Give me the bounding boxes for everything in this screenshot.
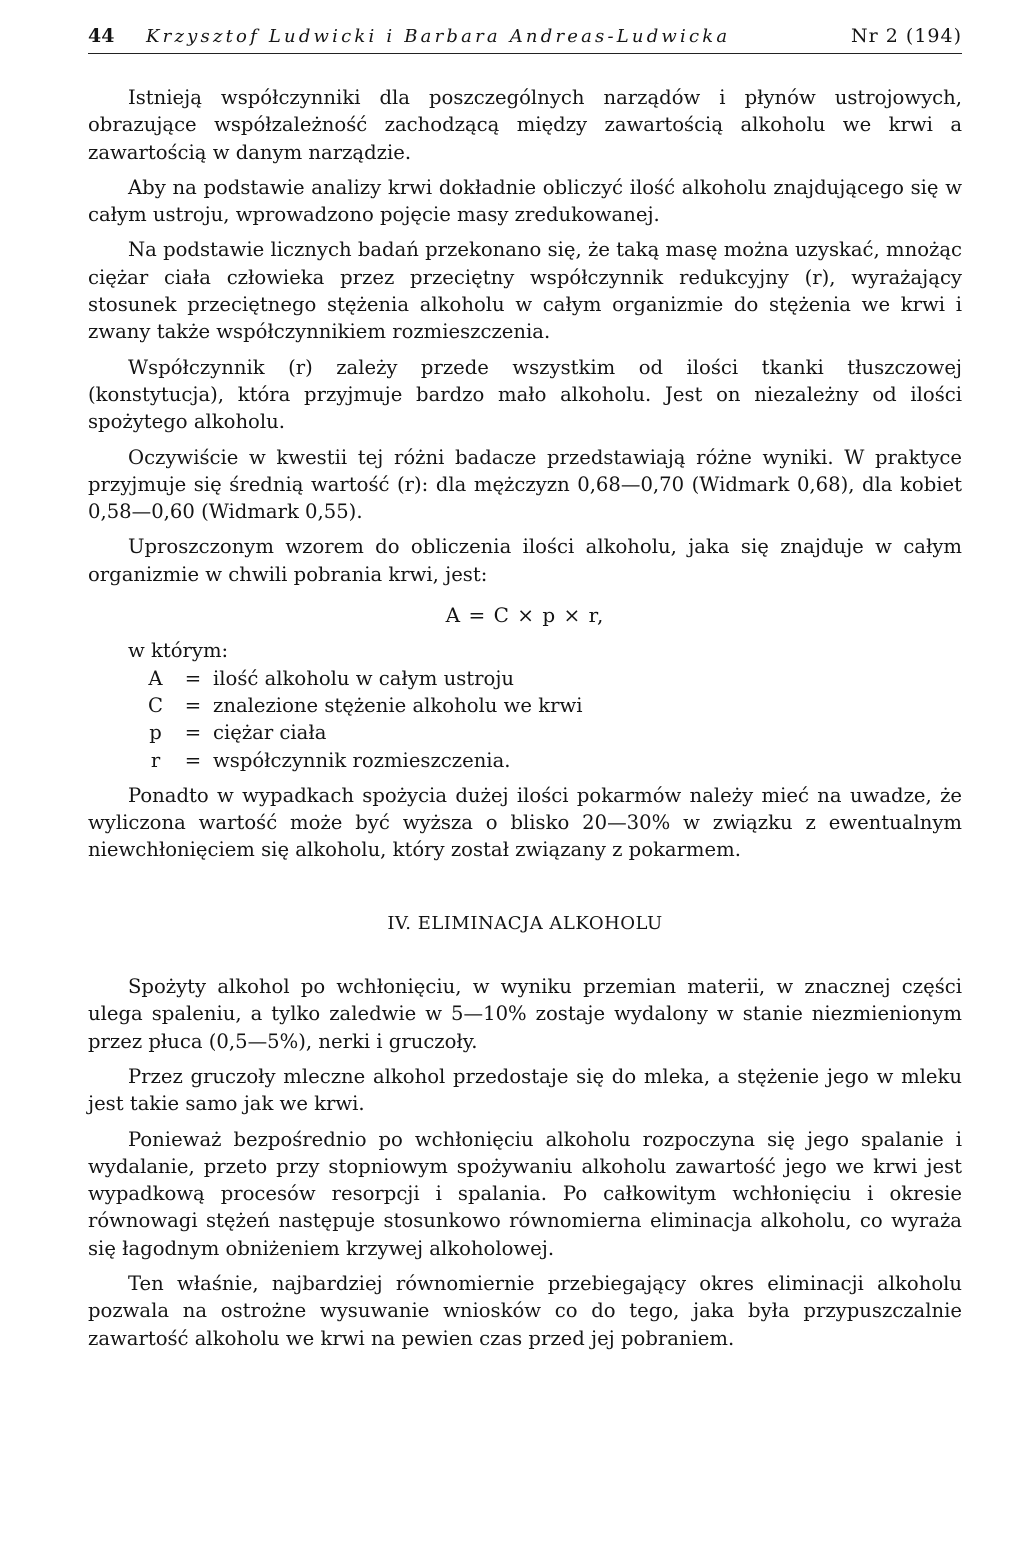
- definition-symbol: r: [150, 748, 161, 772]
- paragraph: Uproszczonym wzorem do obliczenia ilości alkoholu, jaka się znajduje w całym organizmie w chwili pobrania krwi, jest:: [88, 535, 962, 586]
- definition-symbol: C: [148, 693, 163, 717]
- definition-text: ilość alkoholu w całym ustroju: [213, 666, 515, 690]
- definition-row: [138, 665, 962, 692]
- formula-definitions: [138, 665, 962, 774]
- paragraph: Aby na podstawie analizy krwi dokładnie obliczyć ilość alkoholu znajdującego się w całym ustroju, wprowadzono pojęcie masy zredukowanej.: [88, 175, 962, 227]
- definition-row: [138, 692, 962, 719]
- formula: A = C × p × r,: [445, 603, 605, 628]
- definition-equals: =: [184, 693, 202, 717]
- definition-equals: =: [184, 721, 202, 745]
- section-heading: IV. ELIMINACJA ALKOHOLU: [387, 912, 663, 934]
- running-authors: Krzysztof Ludwicki i Barbara Andreas-Ludwicka: [146, 26, 731, 47]
- paragraph: Istnieją współczynniki dla poszczególnych narządów i płynów ustrojowych, obrazujące współzależność zachodzącą między zawartością alkoholu we krwi a zawartością w danym narządzie.: [88, 86, 962, 164]
- issue-number: Nr 2 (194): [851, 25, 962, 47]
- paragraph: Oczywiście w kwestii tej różni badacze przedstawiają różne wyniki. W praktyce przyjmuje się średnią wartość (r): dla mężczyzn 0,68—0,70 (Widmark 0,68), dla kobiet 0,58—0,60 (Widmark 0,55).: [88, 445, 962, 524]
- definition-symbol: A: [148, 666, 163, 690]
- definition-text: współczynnik rozmieszczenia.: [213, 748, 511, 772]
- page-number: 44: [88, 25, 115, 47]
- paragraph: Spożyty alkohol po wchłonięciu, w wyniku przemian materii, w znacznej części ulega spaleniu, a tylko zaledwie w 5—10% zostaje wydalony w stanie niezmienionym przez płuca (0,5—5%), nerki i gruczoły.: [88, 975, 962, 1053]
- definition-equals: =: [184, 748, 202, 772]
- definition-row: [138, 747, 962, 774]
- article-body: [88, 84, 962, 1352]
- paragraph: Na podstawie licznych badań przekonano się, że taką masę można uzyskać, mnożąc ciężar ciała człowieka przez przeciętny współczynnik redukcyjny (r), wyrażający stosunek przeciętnego stężenia alkoholu w całym organizmie do stężenia we krwi i zwany także współczynnikiem rozmieszczenia.: [88, 238, 962, 344]
- definition-row: [138, 719, 962, 746]
- definition-equals: =: [184, 666, 202, 690]
- paragraph: Ponieważ bezpośrednio po wchłonięciu alkoholu rozpoczyna się jego spalanie i wydalanie, przeto przy stopniowym spożywaniu alkoholu zawartość jego we krwi jest wypadkową procesów resorpcji i spalania. Po całkowitym wchłonięciu i okresie równowagi stężeń następuje stosunkowo równomierna eliminacja alkoholu, co wyraża się łagodnym obniżeniem krzywej alkoholowej.: [88, 1127, 962, 1260]
- paragraph: Ten właśnie, najbardziej równomiernie przebiegający okres eliminacji alkoholu pozwala na ostrożne wysuwanie wniosków co do tego, jaka była przypuszczalnie zawartość alkoholu we krwi na pewien czas przed jej pobraniem.: [88, 1271, 962, 1350]
- paragraph: Ponadto w wypadkach spożycia dużej ilości pokarmów należy mieć na uwadze, że wyliczona wartość może być wyższa o blisko 20—30% w związku z ewentualnym niewchłonięciem się alkoholu, który został związany z pokarmem.: [88, 783, 962, 862]
- formula-lead: w którym:: [128, 639, 229, 663]
- running-header: [88, 22, 962, 54]
- paragraph: Przez gruczoły mleczne alkohol przedostaje się do mleka, a stężenie jego w mleku jest takie samo jak we krwi.: [88, 1064, 962, 1116]
- paragraph: Współczynnik (r) zależy przede wszystkim od ilości tkanki tłuszczowej (konstytucja), która przyjmuje bardzo mało alkoholu. Jest on niezależny od ilości spożytego alkoholu.: [88, 355, 962, 434]
- definition-symbol: p: [149, 721, 162, 745]
- definition-text: ciężar ciała: [213, 721, 327, 745]
- definition-text: znalezione stężenie alkoholu we krwi: [213, 693, 583, 717]
